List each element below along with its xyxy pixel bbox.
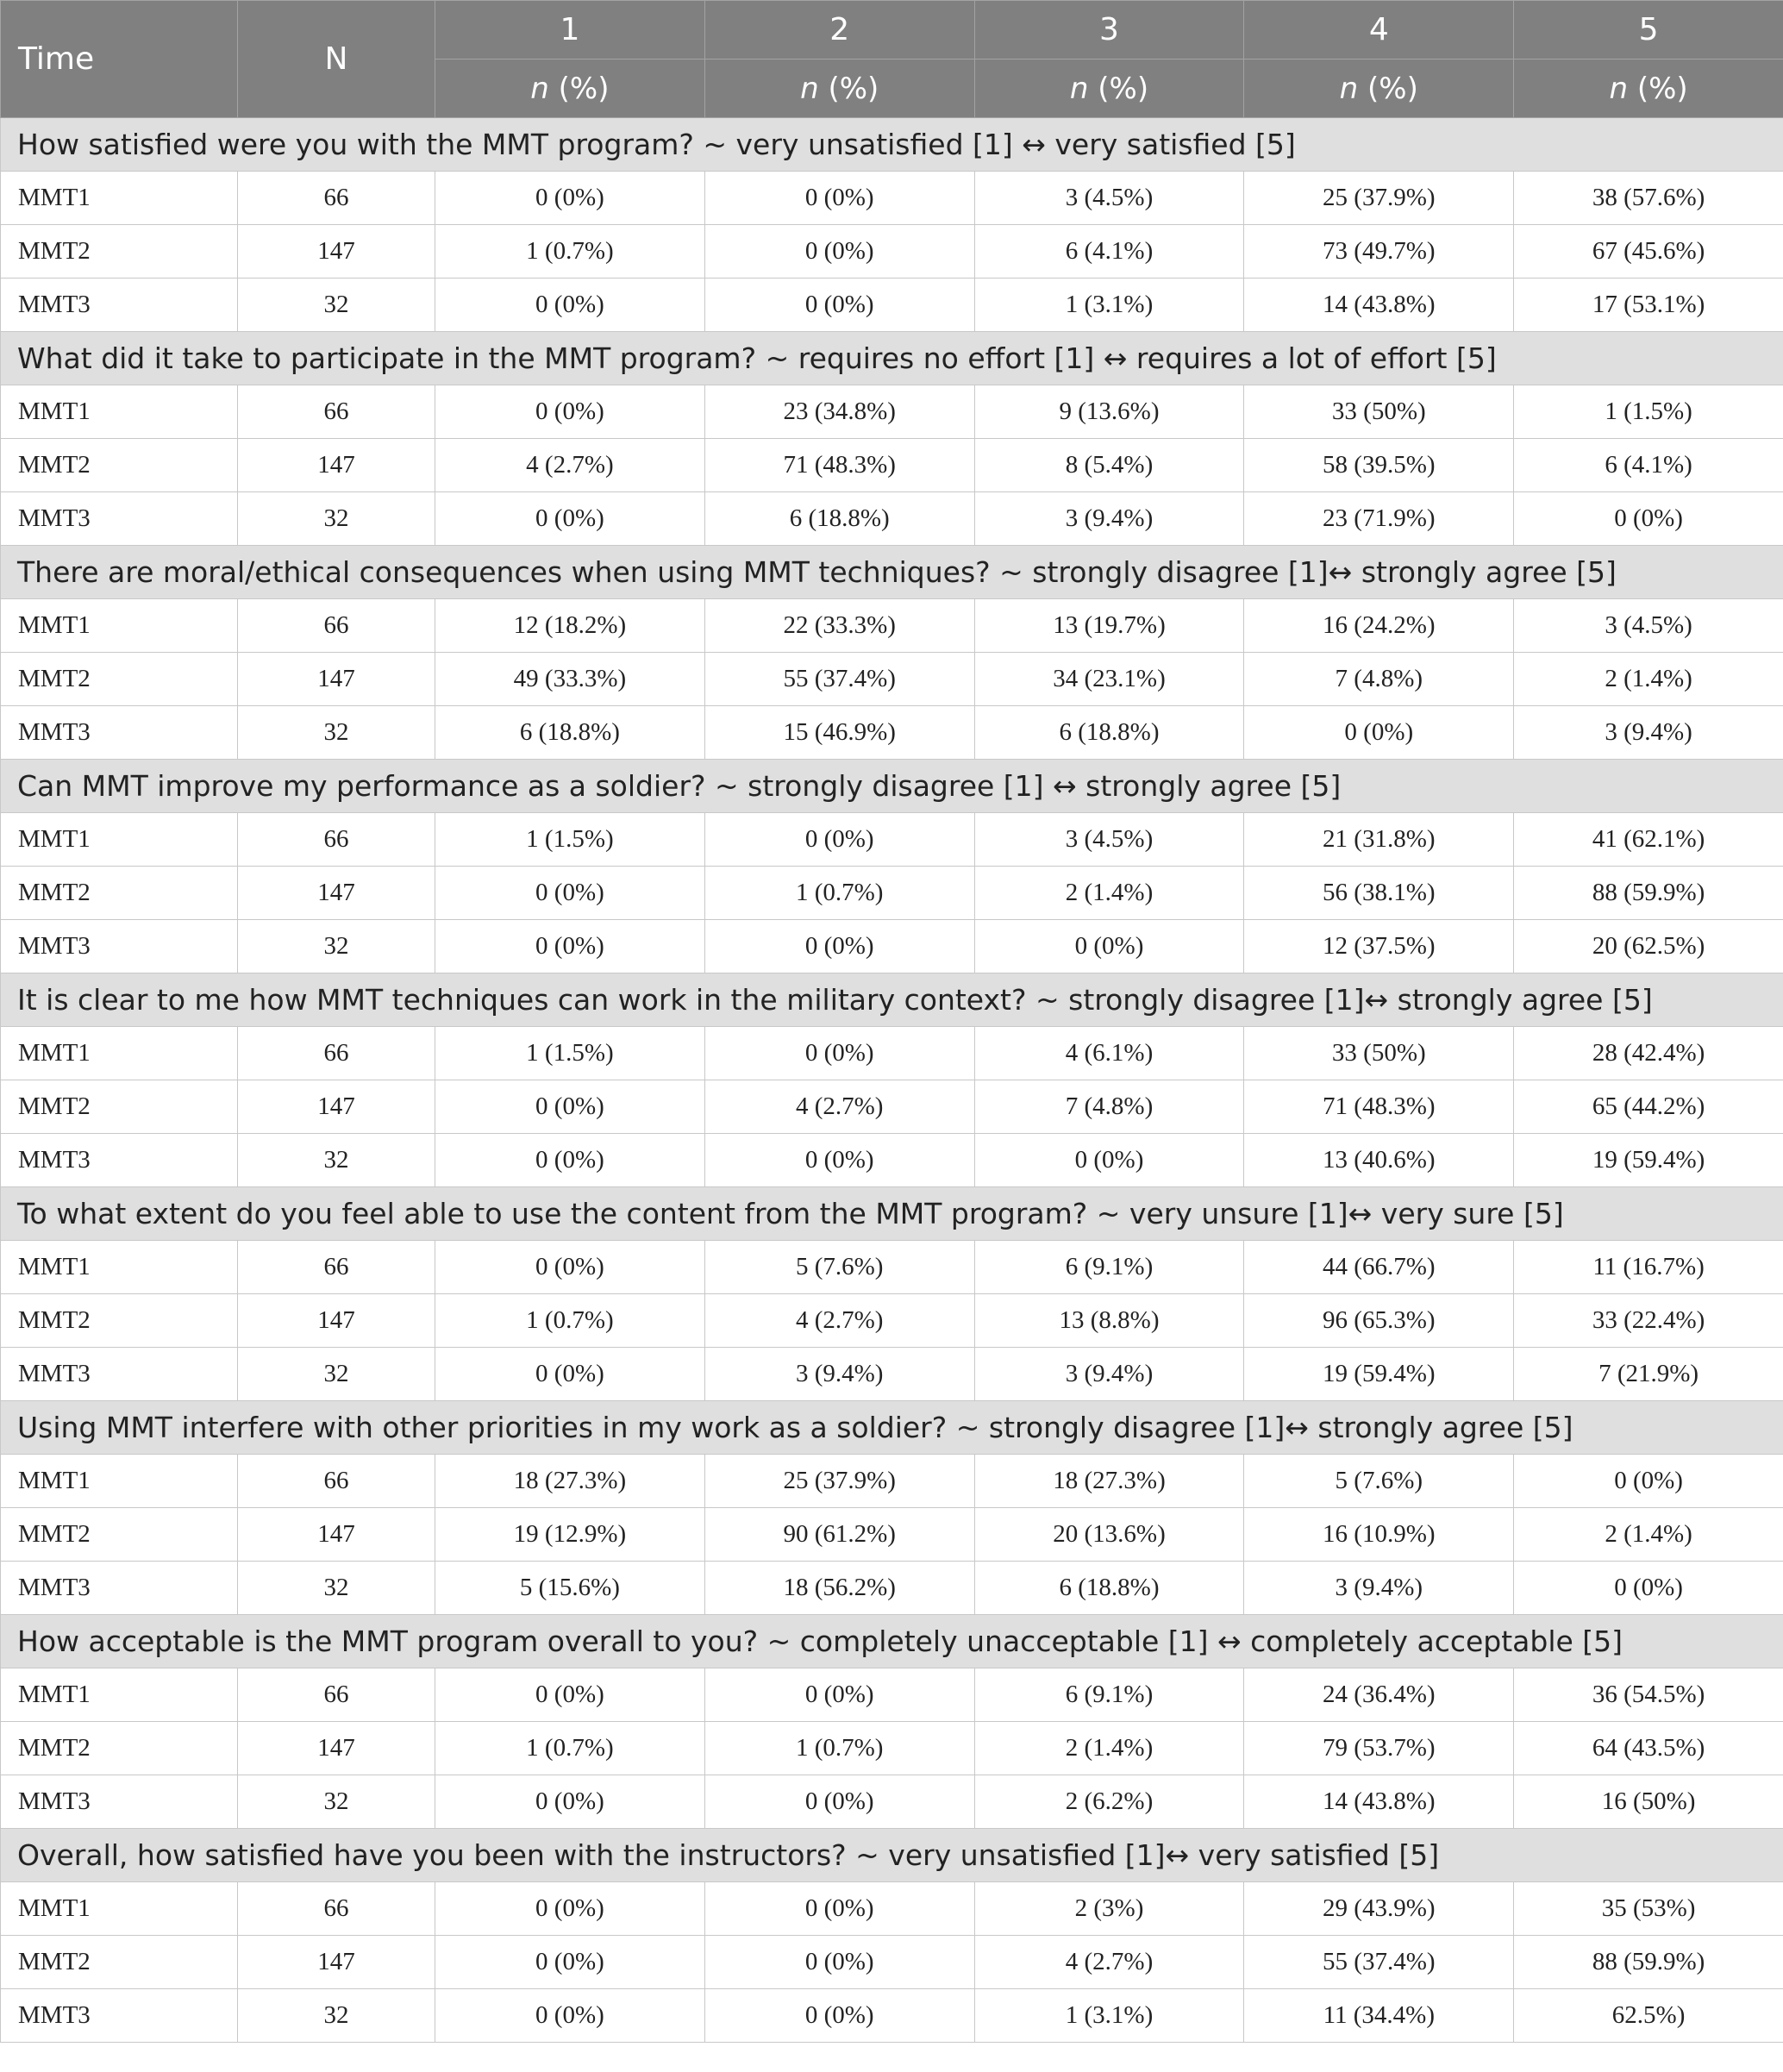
response-cell: 1 (1.5%): [1514, 385, 1783, 439]
question-row: [1, 332, 1783, 385]
n-cell: 147: [238, 1936, 435, 1989]
response-cell: 0 (0%): [435, 1080, 705, 1134]
n-cell: 66: [238, 385, 435, 439]
n-cell: 147: [238, 1508, 435, 1562]
time-cell: MMT2: [1, 439, 238, 492]
response-cell: 13 (8.8%): [974, 1294, 1244, 1348]
response-cell: 2 (1.4%): [974, 1722, 1244, 1775]
response-cell: 0 (0%): [435, 1348, 705, 1401]
response-cell: 13 (40.6%): [1244, 1134, 1514, 1187]
n-cell: 66: [238, 172, 435, 225]
response-cell: 1 (3.1%): [974, 279, 1244, 332]
time-cell: MMT2: [1, 1294, 238, 1348]
response-cell: 56 (38.1%): [1244, 867, 1514, 920]
response-cell: 6 (18.8%): [435, 706, 705, 760]
scale-4-header: 4: [1244, 1, 1514, 59]
response-cell: 11 (16.7%): [1514, 1241, 1783, 1294]
n-cell: 66: [238, 1882, 435, 1936]
n-cell: 147: [238, 1722, 435, 1775]
n-cell: 147: [238, 439, 435, 492]
header-row: [1, 1, 1783, 59]
response-cell: 7 (21.9%): [1514, 1348, 1783, 1401]
table-row: [1, 1508, 1783, 1562]
response-cell: 20 (62.5%): [1514, 920, 1783, 973]
response-cell: 34 (23.1%): [974, 653, 1244, 706]
question-row: [1, 1829, 1783, 1882]
response-cell: 16 (24.2%): [1244, 599, 1514, 653]
table-row: [1, 279, 1783, 332]
n-column-header: N: [238, 1, 435, 118]
response-cell: 7 (4.8%): [974, 1080, 1244, 1134]
response-cell: 0 (0%): [974, 1134, 1244, 1187]
response-cell: 6 (9.1%): [974, 1668, 1244, 1722]
question-text: It is clear to me how MMT techniques can work in the military context? ~ strongly disagree [1]↔ strongly agree [5]: [1, 973, 1783, 1027]
time-cell: MMT2: [1, 1936, 238, 1989]
response-cell: 64 (43.5%): [1514, 1722, 1783, 1775]
response-cell: 14 (43.8%): [1244, 1775, 1514, 1829]
time-column-header: Time: [1, 1, 238, 118]
response-cell: 0 (0%): [704, 1668, 974, 1722]
table-row: [1, 867, 1783, 920]
response-cell: 2 (1.4%): [1514, 1508, 1783, 1562]
time-cell: MMT1: [1, 1668, 238, 1722]
n-cell: 147: [238, 1080, 435, 1134]
response-cell: 0 (0%): [704, 920, 974, 973]
response-cell: 14 (43.8%): [1244, 279, 1514, 332]
response-cell: 0 (0%): [704, 813, 974, 867]
table-row: [1, 1562, 1783, 1615]
response-cell: 1 (0.7%): [435, 225, 705, 279]
count-percent-subheader: n (%): [1514, 59, 1783, 118]
response-cell: 0 (0%): [435, 1989, 705, 2043]
response-cell: 0 (0%): [704, 1989, 974, 2043]
response-cell: 0 (0%): [435, 1134, 705, 1187]
response-cell: 2 (1.4%): [974, 867, 1244, 920]
time-cell: MMT2: [1, 1722, 238, 1775]
time-cell: MMT1: [1, 172, 238, 225]
question-text: Overall, how satisfied have you been with the instructors? ~ very unsatisfied [1]↔ very satisfied [5]: [1, 1829, 1783, 1882]
response-cell: 25 (37.9%): [1244, 172, 1514, 225]
scale-2-header: 2: [704, 1, 974, 59]
response-cell: 38 (57.6%): [1514, 172, 1783, 225]
count-percent-subheader: n (%): [435, 59, 705, 118]
response-cell: 0 (0%): [704, 1936, 974, 1989]
n-cell: 32: [238, 279, 435, 332]
table-row: [1, 492, 1783, 546]
response-cell: 0 (0%): [704, 1775, 974, 1829]
n-cell: 147: [238, 225, 435, 279]
time-cell: MMT3: [1, 279, 238, 332]
response-cell: 0 (0%): [435, 1241, 705, 1294]
response-cell: 9 (13.6%): [974, 385, 1244, 439]
response-cell: 1 (1.5%): [435, 813, 705, 867]
table-row: [1, 920, 1783, 973]
time-cell: MMT2: [1, 653, 238, 706]
response-cell: 23 (71.9%): [1244, 492, 1514, 546]
response-cell: 0 (0%): [435, 867, 705, 920]
time-cell: MMT3: [1, 920, 238, 973]
response-cell: 17 (53.1%): [1514, 279, 1783, 332]
time-cell: MMT3: [1, 706, 238, 760]
table-row: [1, 1241, 1783, 1294]
response-cell: 6 (9.1%): [974, 1241, 1244, 1294]
response-cell: 18 (27.3%): [974, 1455, 1244, 1508]
response-cell: 0 (0%): [1514, 1562, 1783, 1615]
time-cell: MMT1: [1, 385, 238, 439]
n-cell: 32: [238, 492, 435, 546]
question-text: To what extent do you feel able to use the content from the MMT program? ~ very unsure [1]↔ very sure [5]: [1, 1187, 1783, 1241]
response-cell: 12 (37.5%): [1244, 920, 1514, 973]
response-cell: 0 (0%): [435, 1775, 705, 1829]
n-cell: 32: [238, 706, 435, 760]
response-cell: 2 (6.2%): [974, 1775, 1244, 1829]
response-cell: 8 (5.4%): [974, 439, 1244, 492]
response-cell: 33 (50%): [1244, 385, 1514, 439]
time-cell: MMT1: [1, 813, 238, 867]
response-cell: 33 (22.4%): [1514, 1294, 1783, 1348]
n-cell: 147: [238, 867, 435, 920]
response-cell: 96 (65.3%): [1244, 1294, 1514, 1348]
response-cell: 22 (33.3%): [704, 599, 974, 653]
response-cell: 65 (44.2%): [1514, 1080, 1783, 1134]
response-cell: 0 (0%): [974, 920, 1244, 973]
table-row: [1, 1668, 1783, 1722]
n-cell: 147: [238, 1294, 435, 1348]
response-cell: 6 (4.1%): [974, 225, 1244, 279]
n-cell: 66: [238, 1455, 435, 1508]
time-cell: MMT2: [1, 1508, 238, 1562]
count-percent-subheader: n (%): [1244, 59, 1514, 118]
n-cell: 32: [238, 1348, 435, 1401]
table-row: [1, 1722, 1783, 1775]
table-header: [1, 1, 1783, 118]
response-cell: 3 (9.4%): [1244, 1562, 1514, 1615]
question-row: [1, 973, 1783, 1027]
n-cell: 147: [238, 653, 435, 706]
response-cell: 36 (54.5%): [1514, 1668, 1783, 1722]
scale-1-header: 1: [435, 1, 705, 59]
count-percent-subheader: n (%): [704, 59, 974, 118]
response-cell: 0 (0%): [435, 1668, 705, 1722]
response-cell: 15 (46.9%): [704, 706, 974, 760]
response-cell: 41 (62.1%): [1514, 813, 1783, 867]
response-cell: 6 (18.8%): [974, 1562, 1244, 1615]
response-cell: 5 (7.6%): [1244, 1455, 1514, 1508]
question-text: How acceptable is the MMT program overall to you? ~ completely unacceptable [1] ↔ completely acceptable [5]: [1, 1615, 1783, 1668]
table-row: [1, 706, 1783, 760]
response-cell: 0 (0%): [1514, 492, 1783, 546]
n-cell: 32: [238, 1989, 435, 2043]
response-cell: 1 (0.7%): [435, 1294, 705, 1348]
question-row: [1, 1401, 1783, 1455]
question-text: What did it take to participate in the MMT program? ~ requires no effort [1] ↔ requires a lot of effort [5]: [1, 332, 1783, 385]
time-cell: MMT1: [1, 1882, 238, 1936]
response-cell: 0 (0%): [704, 1027, 974, 1080]
response-cell: 21 (31.8%): [1244, 813, 1514, 867]
response-cell: 5 (7.6%): [704, 1241, 974, 1294]
response-cell: 79 (53.7%): [1244, 1722, 1514, 1775]
response-cell: 19 (12.9%): [435, 1508, 705, 1562]
time-cell: MMT3: [1, 492, 238, 546]
table-row: [1, 813, 1783, 867]
scale-3-header: 3: [974, 1, 1244, 59]
response-cell: 4 (6.1%): [974, 1027, 1244, 1080]
n-cell: 32: [238, 1134, 435, 1187]
time-cell: MMT1: [1, 1241, 238, 1294]
time-cell: MMT2: [1, 225, 238, 279]
table-row: [1, 1455, 1783, 1508]
table-row: [1, 1027, 1783, 1080]
table-row: [1, 1989, 1783, 2043]
table-row: [1, 1348, 1783, 1401]
response-cell: 33 (50%): [1244, 1027, 1514, 1080]
response-cell: 6 (18.8%): [704, 492, 974, 546]
response-cell: 90 (61.2%): [704, 1508, 974, 1562]
question-text: Using MMT interfere with other priorities in my work as a soldier? ~ strongly disagree [1]↔ strongly agree [5]: [1, 1401, 1783, 1455]
response-cell: 19 (59.4%): [1244, 1348, 1514, 1401]
response-cell: 16 (10.9%): [1244, 1508, 1514, 1562]
time-cell: MMT3: [1, 1134, 238, 1187]
response-cell: 3 (4.5%): [974, 813, 1244, 867]
table-row: [1, 225, 1783, 279]
response-cell: 88 (59.9%): [1514, 867, 1783, 920]
count-percent-subheader: n (%): [974, 59, 1244, 118]
response-cell: 1 (0.7%): [704, 867, 974, 920]
question-text: Can MMT improve my performance as a soldier? ~ strongly disagree [1] ↔ strongly agree [5]: [1, 760, 1783, 813]
response-cell: 1 (0.7%): [704, 1722, 974, 1775]
table-row: [1, 1294, 1783, 1348]
response-cell: 1 (1.5%): [435, 1027, 705, 1080]
time-cell: MMT1: [1, 1027, 238, 1080]
table-row: [1, 172, 1783, 225]
response-cell: 49 (33.3%): [435, 653, 705, 706]
response-cell: 44 (66.7%): [1244, 1241, 1514, 1294]
n-cell: 66: [238, 813, 435, 867]
response-cell: 58 (39.5%): [1244, 439, 1514, 492]
time-cell: MMT2: [1, 1080, 238, 1134]
table-row: [1, 1936, 1783, 1989]
response-cell: 0 (0%): [435, 172, 705, 225]
response-cell: 0 (0%): [1514, 1455, 1783, 1508]
table-row: [1, 1775, 1783, 1829]
response-cell: 0 (0%): [435, 1882, 705, 1936]
response-cell: 20 (13.6%): [974, 1508, 1244, 1562]
scale-5-header: 5: [1514, 1, 1783, 59]
response-cell: 3 (9.4%): [974, 1348, 1244, 1401]
table-row: [1, 653, 1783, 706]
response-cell: 0 (0%): [704, 1134, 974, 1187]
response-cell: 0 (0%): [704, 172, 974, 225]
response-cell: 16 (50%): [1514, 1775, 1783, 1829]
table-row: [1, 1134, 1783, 1187]
response-cell: 0 (0%): [435, 385, 705, 439]
response-cell: 3 (4.5%): [1514, 599, 1783, 653]
response-cell: 3 (9.4%): [1514, 706, 1783, 760]
response-cell: 24 (36.4%): [1244, 1668, 1514, 1722]
response-cell: 4 (2.7%): [435, 439, 705, 492]
response-cell: 6 (4.1%): [1514, 439, 1783, 492]
question-row: [1, 1615, 1783, 1668]
response-cell: 28 (42.4%): [1514, 1027, 1783, 1080]
table-row: [1, 1080, 1783, 1134]
table-row: [1, 1882, 1783, 1936]
response-cell: 0 (0%): [435, 279, 705, 332]
question-text: There are moral/ethical consequences when using MMT techniques? ~ strongly disagree [1]↔ strongly agree [5]: [1, 546, 1783, 599]
table-row: [1, 599, 1783, 653]
response-cell: 4 (2.7%): [974, 1936, 1244, 1989]
response-cell: 7 (4.8%): [1244, 653, 1514, 706]
response-cell: 2 (1.4%): [1514, 653, 1783, 706]
response-cell: 25 (37.9%): [704, 1455, 974, 1508]
response-cell: 88 (59.9%): [1514, 1936, 1783, 1989]
response-cell: 0 (0%): [435, 1936, 705, 1989]
time-cell: MMT1: [1, 599, 238, 653]
response-cell: 1 (3.1%): [974, 1989, 1244, 2043]
response-cell: 0 (0%): [704, 225, 974, 279]
response-cell: 12 (18.2%): [435, 599, 705, 653]
response-cell: 0 (0%): [435, 920, 705, 973]
response-cell: 35 (53%): [1514, 1882, 1783, 1936]
response-cell: 0 (0%): [704, 1882, 974, 1936]
question-row: [1, 1187, 1783, 1241]
response-cell: 6 (18.8%): [974, 706, 1244, 760]
table-body: [1, 118, 1783, 2043]
response-cell: 73 (49.7%): [1244, 225, 1514, 279]
question-row: [1, 760, 1783, 813]
n-cell: 66: [238, 1668, 435, 1722]
question-text: How satisfied were you with the MMT program? ~ very unsatisfied [1] ↔ very satisfied [5]: [1, 118, 1783, 172]
response-cell: 5 (15.6%): [435, 1562, 705, 1615]
response-cell: 29 (43.9%): [1244, 1882, 1514, 1936]
response-cell: 0 (0%): [704, 279, 974, 332]
response-cell: 11 (34.4%): [1244, 1989, 1514, 2043]
n-cell: 66: [238, 1027, 435, 1080]
response-cell: 2 (3%): [974, 1882, 1244, 1936]
question-row: [1, 118, 1783, 172]
question-row: [1, 546, 1783, 599]
time-cell: MMT3: [1, 1562, 238, 1615]
response-cell: 4 (2.7%): [704, 1294, 974, 1348]
response-cell: 71 (48.3%): [704, 439, 974, 492]
response-cell: 71 (48.3%): [1244, 1080, 1514, 1134]
time-cell: MMT3: [1, 1989, 238, 2043]
response-cell: 13 (19.7%): [974, 599, 1244, 653]
time-cell: MMT3: [1, 1348, 238, 1401]
n-cell: 32: [238, 920, 435, 973]
table-row: [1, 439, 1783, 492]
response-cell: 1 (0.7%): [435, 1722, 705, 1775]
response-cell: 67 (45.6%): [1514, 225, 1783, 279]
table-row: [1, 385, 1783, 439]
response-cell: 23 (34.8%): [704, 385, 974, 439]
time-cell: MMT1: [1, 1455, 238, 1508]
time-cell: MMT3: [1, 1775, 238, 1829]
response-cell: 18 (56.2%): [704, 1562, 974, 1615]
response-cell: 55 (37.4%): [1244, 1936, 1514, 1989]
n-cell: 66: [238, 599, 435, 653]
response-cell: 3 (9.4%): [704, 1348, 974, 1401]
n-cell: 32: [238, 1775, 435, 1829]
response-cell: 3 (9.4%): [974, 492, 1244, 546]
n-cell: 32: [238, 1562, 435, 1615]
response-cell: 62.5%): [1514, 1989, 1783, 2043]
time-cell: MMT2: [1, 867, 238, 920]
response-cell: 55 (37.4%): [704, 653, 974, 706]
response-cell: 0 (0%): [1244, 706, 1514, 760]
response-cell: 4 (2.7%): [704, 1080, 974, 1134]
n-cell: 66: [238, 1241, 435, 1294]
response-cell: 0 (0%): [435, 492, 705, 546]
response-cell: 18 (27.3%): [435, 1455, 705, 1508]
response-cell: 3 (4.5%): [974, 172, 1244, 225]
response-cell: 19 (59.4%): [1514, 1134, 1783, 1187]
